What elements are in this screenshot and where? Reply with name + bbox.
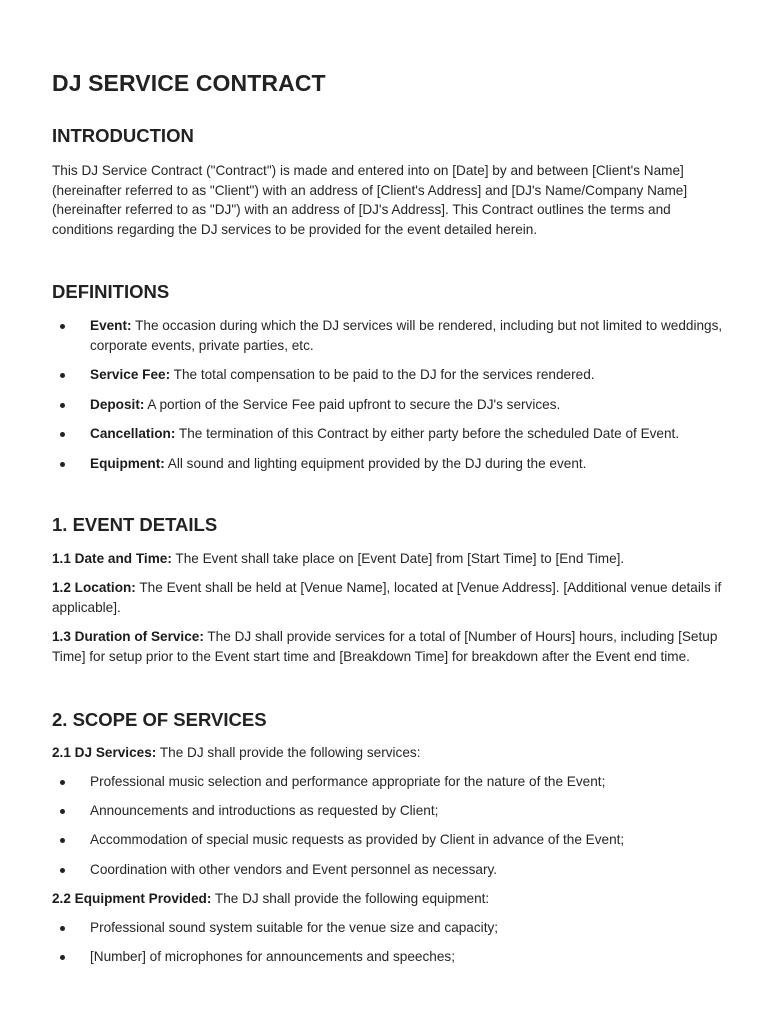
definitions-list (52, 316, 724, 474)
list-item (52, 316, 724, 355)
introduction-heading: INTRODUCTION (52, 125, 194, 146)
list-item: Announcements and introductions as requested by Client; (52, 801, 724, 821)
list-item: [Number] of microphones for announcements and speeches; (52, 947, 724, 967)
bullet-icon (60, 462, 65, 467)
definition-text: The occasion during which the DJ services will be rendered, including but not limited to weddings, corporate events, private parties, etc. (90, 318, 723, 353)
definition-text: A portion of the Service Fee paid upfront to secure the DJ's services. (147, 396, 561, 412)
clause-label: 1.1 Date and Time: (52, 551, 172, 566)
clause-label: 2.2 Equipment Provided: (52, 891, 212, 906)
bullet-icon (60, 838, 65, 843)
bullet-icon (60, 868, 65, 873)
bullet-icon (60, 926, 65, 931)
definition-term: Service Fee: (90, 367, 171, 383)
list-item (52, 424, 724, 444)
scope-heading: 2. SCOPE OF SERVICES (52, 709, 267, 730)
document-title: DJ SERVICE CONTRACT (52, 70, 326, 96)
bullet-icon (60, 403, 65, 408)
clause-1-2 (52, 578, 724, 617)
clause-text: The DJ shall provide the following services: (159, 745, 421, 760)
list-item: Coordination with other vendors and Event personnel as necessary. (52, 860, 724, 880)
definition-term: Deposit: (90, 396, 145, 412)
introduction-text: This DJ Service Contract ("Contract") is made and entered into on [Date] by and between [Client's Name] (hereinafter referred to as "Client") with an address of [Client's Address] and [DJ's Name/Company Name] (hereinafter referred to as "DJ") with an address of [DJ's Address]. This Contract outlines the terms and conditions regarding the DJ services to be provided for the event detailed herein. (52, 163, 688, 237)
bullet-icon (60, 809, 65, 814)
clause-text: The Event shall be held at [Venue Name], located at [Venue Address]. [Additional venue details if applicable]. (52, 580, 722, 615)
equipment-list (52, 918, 724, 967)
definition-text: All sound and lighting equipment provided by the DJ during the event. (167, 455, 587, 471)
definition-term: Cancellation: (90, 426, 176, 442)
clause-text: The Event shall take place on [Event Date] from [Start Time] to [End Time]. (175, 551, 625, 566)
bullet-icon (60, 373, 65, 378)
clause-2-2 (52, 889, 724, 909)
clause-label: 2.1 DJ Services: (52, 745, 157, 760)
definition-term: Equipment: (90, 455, 165, 471)
list-item: Professional sound system suitable for the venue size and capacity; (52, 918, 724, 938)
bullet-icon (60, 432, 65, 437)
bullet-icon (60, 780, 65, 785)
event-details-heading: 1. EVENT DETAILS (52, 514, 218, 535)
clause-label: 1.3 Duration of Service: (52, 629, 204, 644)
list-item (52, 365, 724, 385)
clause-1-1 (52, 549, 724, 569)
definition-text: The total compensation to be paid to the DJ for the services rendered. (173, 367, 595, 383)
list-item (52, 395, 724, 415)
definition-text: The termination of this Contract by either party before the scheduled Date of Event. (178, 426, 680, 442)
list-item: Accommodation of special music requests as provided by Client in advance of the Event; (52, 830, 724, 850)
clause-2-1 (52, 743, 724, 763)
clause-text: The DJ shall provide services for a total of [Number of Hours] hours, including [Setup Time] for setup prior to the Event start time and [Breakdown Time] for breakdown after the Event end time. (52, 629, 718, 664)
services-list (52, 772, 724, 879)
definitions-heading: DEFINITIONS (52, 281, 170, 302)
clause-1-3 (52, 627, 724, 666)
definition-term: Event: (90, 318, 132, 333)
clause-text: The DJ shall provide the following equipment: (214, 891, 490, 906)
bullet-icon (60, 324, 65, 329)
bullet-icon (60, 955, 65, 960)
list-item: Professional music selection and performance appropriate for the nature of the Event; (52, 772, 724, 792)
list-item (52, 454, 724, 474)
clause-label: 1.2 Location: (52, 580, 136, 595)
